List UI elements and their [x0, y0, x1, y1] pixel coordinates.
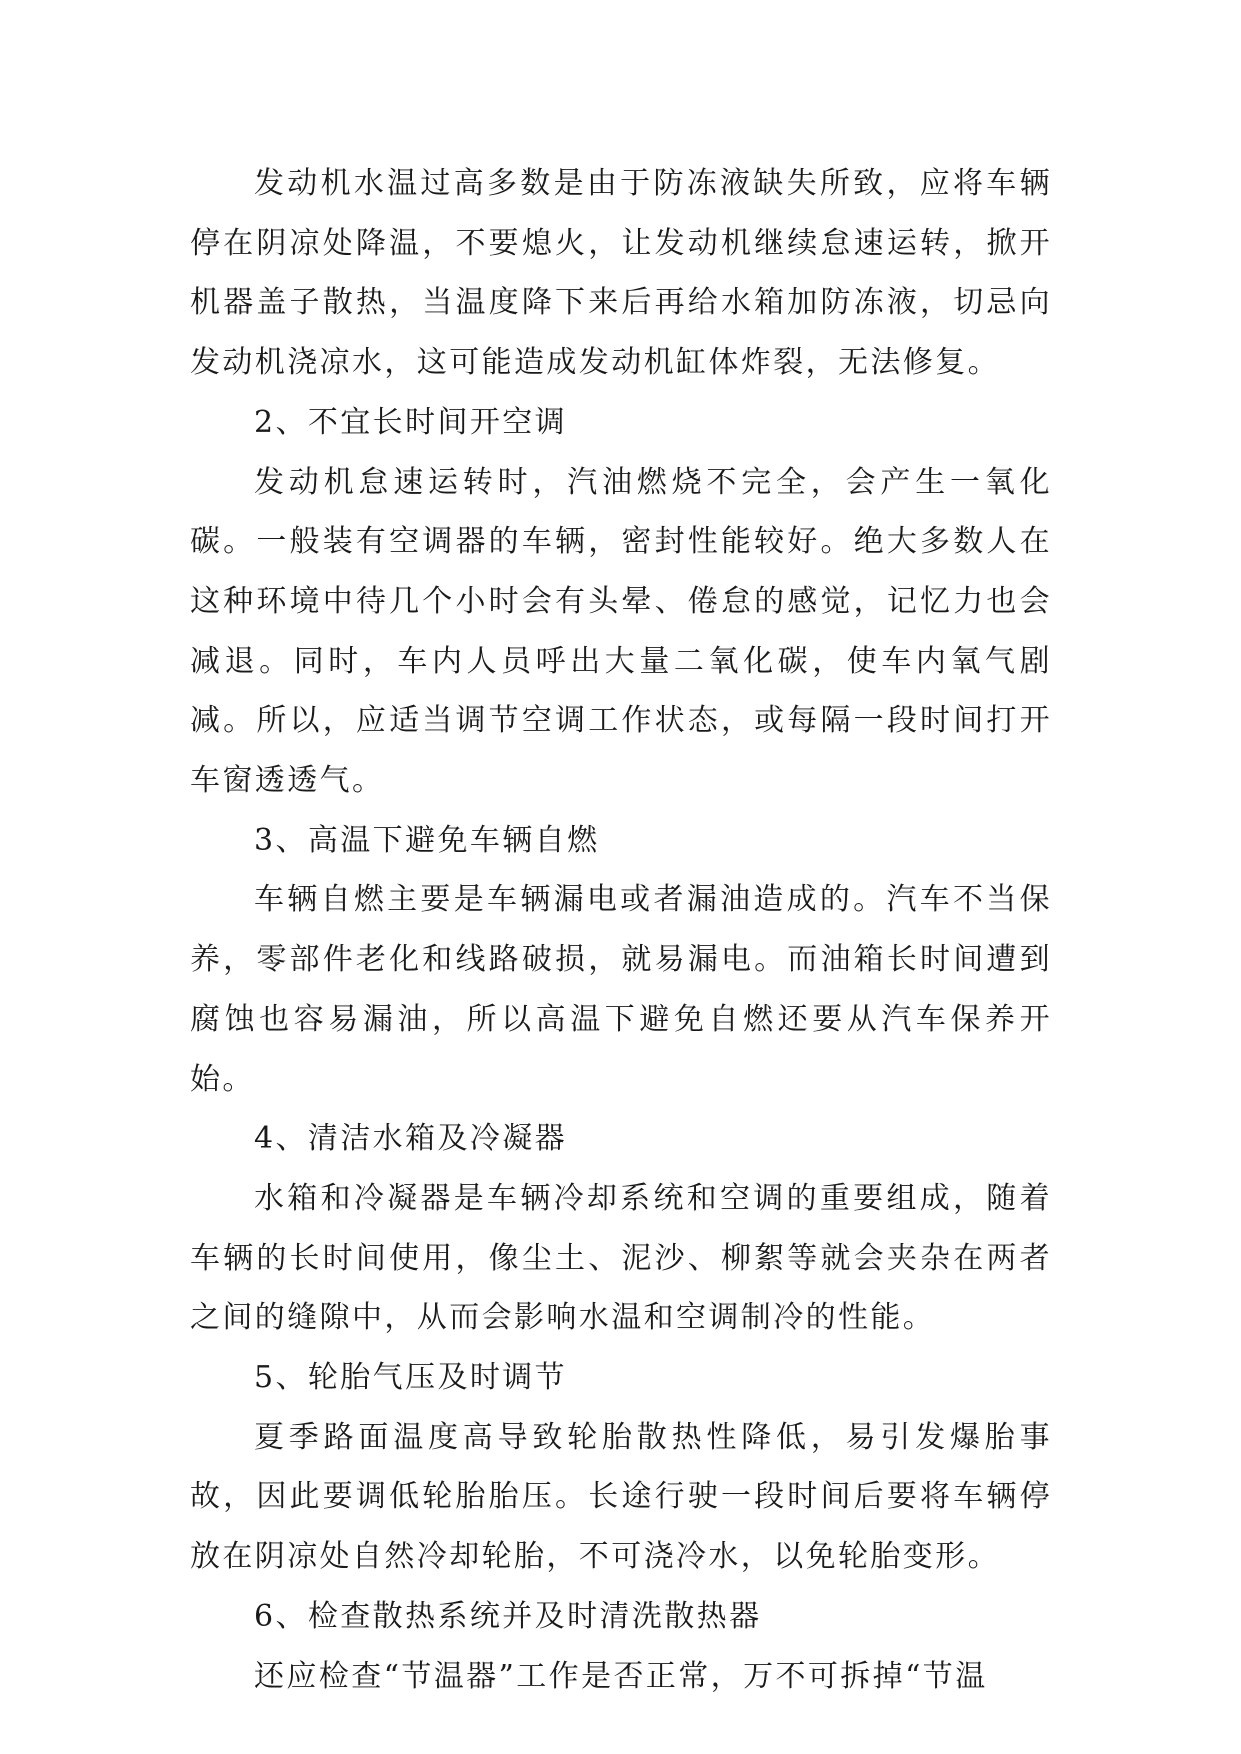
paragraph-engine-overheat: 发动机水温过高多数是由于防冻液缺失所致，应将车辆停在阴凉处降温，不要熄火，让发动机继续怠速运转，掀开机器盖子散热，当温度降下来后再给水箱加防冻液，切忌向发动机浇凉水，这可能造成发动机缸体炸裂，无法修复。	[190, 166, 1052, 381]
paragraph-cooling-system: 还应检查“节温器”工作是否正常，万不可拆掉“节温	[254, 1658, 988, 1694]
section-heading-tire-pressure: 5、轮胎气压及时调节	[254, 1360, 568, 1396]
document-body	[190, 154, 1052, 1706]
section-heading-radiator-condenser: 4、清洁水箱及冷凝器	[254, 1121, 568, 1157]
paragraph-air-conditioning: 发动机怠速运转时，汽油燃烧不完全，会产生一氧化碳。一般装有空调器的车辆，密封性能较好。绝大多数人在这种环境中待几个小时会有头晕、倦怠的感觉，记忆力也会减退。同时，车内人员呼出大量二氧化碳，使车内氧气剧减。所以，应适当调节空调工作状态，或每隔一段时间打开车窗透透气。	[190, 464, 1052, 799]
section-heading-air-conditioning: 2、不宜长时间开空调	[254, 404, 568, 440]
section-heading-cooling-system: 6、检查散热系统并及时清洗散热器	[254, 1598, 762, 1634]
section-heading-spontaneous-combustion: 3、高温下避免车辆自燃	[254, 822, 600, 858]
paragraph-radiator-condenser: 水箱和冷凝器是车辆冷却系统和空调的重要组成，随着车辆的长时间使用，像尘土、泥沙、柳絮等就会夹杂在两者之间的缝隙中，从而会影响水温和空调制冷的性能。	[190, 1180, 1052, 1336]
paragraph-tire-pressure: 夏季路面温度高导致轮胎散热性降低，易引发爆胎事故，因此要调低轮胎胎压。长途行驶一段时间后要将车辆停放在阴凉处自然冷却轮胎，不可浇冷水，以免轮胎变形。	[190, 1419, 1052, 1575]
paragraph-spontaneous-combustion: 车辆自燃主要是车辆漏电或者漏油造成的。汽车不当保养，零部件老化和线路破损，就易漏电。而油箱长时间遭到腐蚀也容易漏油，所以高温下避免自燃还要从汽车保养开始。	[190, 882, 1052, 1097]
